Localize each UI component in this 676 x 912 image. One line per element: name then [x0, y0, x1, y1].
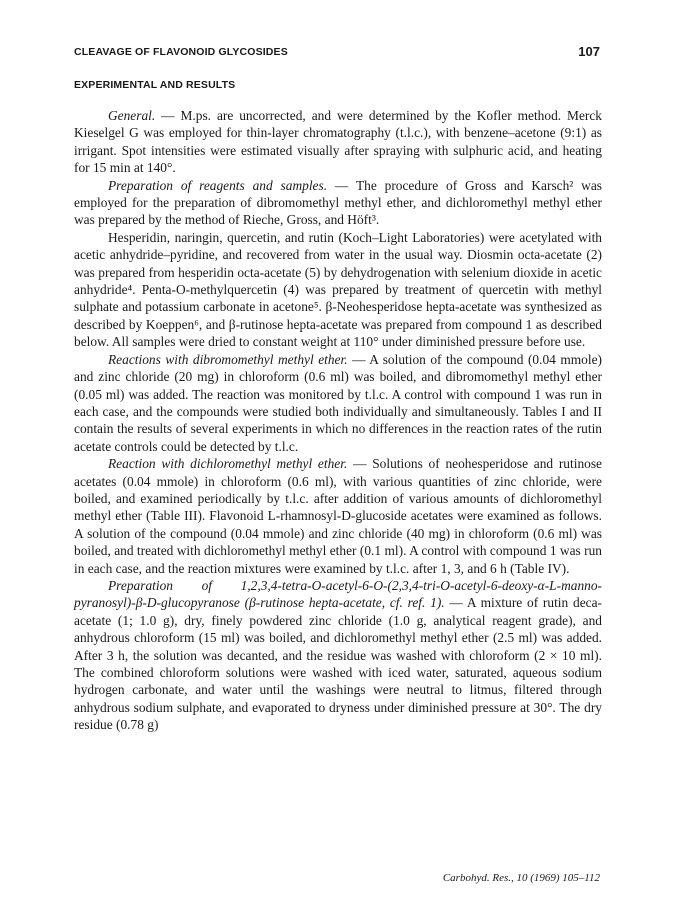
paragraph-general — [74, 107, 602, 177]
journal-citation: Carbohyd. Res., 10 (1969) 105–112 — [442, 872, 600, 884]
paragraph-text: — A mixture of rutin deca-acetate (1; 1.0 g), dry, finely powdered zinc chloride (1.0 g, analytical reagent grade), and anhydrous chloroform (15 ml) was boiled, and dichloromethyl methyl ether (2.5 ml) was added. After 3 h, the solution was decanted, and the residue was washed with chloroform (2 × 10 ml). The combined chloroform solutions were washed with iced water, saturated, aqueous sodium hydrogen carbonate, and water until the washings were neutral to litmus, filtered through anhydrous sodium sulphate, and evaporated to dryness under diminished pressure at 30°. The dry residue (0.78 g) — [74, 595, 602, 733]
run-in-heading: General. — [108, 108, 156, 123]
paragraph-text: — A solution of the compound (0.04 mmole) and zinc chloride (20 mg) in chloroform (0.6 ml) was boiled, and dibromomethyl methyl ether (0.05 ml) was added. The reaction was monitored by t.l.c. A control with compound 1 was run in each case, and the compounds were studied both individually and simultaneously. Tables I and II contain the results of several experiments in which no differences in the reaction rates of the rutin acetate controls could be detected by t.l.c. — [74, 351, 602, 454]
section-heading: EXPERIMENTAL AND RESULTS — [74, 79, 236, 91]
run-in-heading: Reactions with dibromomethyl methyl ether. — [108, 351, 348, 367]
run-in-heading: Reaction with dichloromethyl methyl ether. — [108, 456, 348, 472]
page-number: 107 — [578, 44, 600, 59]
paragraph-preparation-reagents — [74, 177, 602, 229]
paragraph-text: Hesperidin, naringin, quercetin, and rutin (Koch–Light Laboratories) were acetylated with acetic anhydride–pyridine, and recovered from water in the usual way. Diosmin octa-acetate (2) was prepared from hesperidin octa-acetate (5) by dehydrogenation with selenium dioxide in acetic anhydride⁴. Penta-O-methylquercetin (4) was prepared by treatment of quercetin with methyl sulphate and potassium carbonate in acetone⁵. β-Neohesperidose hepta-acetate was synthesized as described by Koeppen⁶, and β-rutinose hepta-acetate was prepared from compound 1 as described below. All samples were dried to constant weight at 110° under diminished pressure before use. — [74, 229, 602, 350]
paragraph-rutinose-preparation — [74, 577, 602, 734]
body-text — [74, 107, 602, 734]
running-head: CLEAVAGE OF FLAVONOID GLYCOSIDES — [74, 46, 288, 58]
paragraph-dichloromethyl — [74, 455, 602, 577]
paragraph-text: — M.ps. are uncorrected, and were determined by the Kofler method. Merck Kieselgel G was employed for thin-layer chromatography (t.l.c.), with benzene–acetone (9:1) as irrigant. Spot intensities were estimated visually after spraying with sulphuric acid, and heating for 15 min at 140°. — [74, 108, 602, 176]
paragraph-text: — The procedure of Gross and Karsch² was employed for the preparation of dibromomethyl methyl ether, and dichloromethyl methyl ether was prepared by the method of Rieche, Gross, and Höft³. — [74, 177, 602, 228]
paragraph-text: — Solutions of neohesperidose and rutinose acetates (0.04 mmole) in chloroform (0.6 ml), with various quantities of zinc chloride, were boiled, and examined periodically by t.l.c. after addition of various amounts of dichloromethyl methyl ether (Table III). Flavonoid L-rhamnosyl-D-glucoside acetates were examined as follows. A solution of the compound (0.04 mmole) and zinc chloride (40 mg) in chloroform (0.6 ml) was boiled, and treated with dichloromethyl methyl ether (0.1 ml). A control with compound 1 was run in each case, and the reaction mixtures were examined by t.l.c. after 1, 3, and 6 h (Table IV). — [74, 456, 602, 576]
paragraph-samples — [74, 229, 602, 351]
run-in-heading: Preparation of reagents and samples. — [108, 177, 328, 193]
paragraph-dibromomethyl — [74, 351, 602, 455]
run-in-heading: Preparation of 1,2,3,4-tetra-O-acetyl-6-O-(2,3,4-tri-O-acetyl-6-deoxy-α-L-manno-pyranosyl)-β-D-glucopyranose (β-rutinose hepta-acetate, cf. ref. 1). — [74, 577, 602, 611]
page-header — [74, 44, 600, 64]
